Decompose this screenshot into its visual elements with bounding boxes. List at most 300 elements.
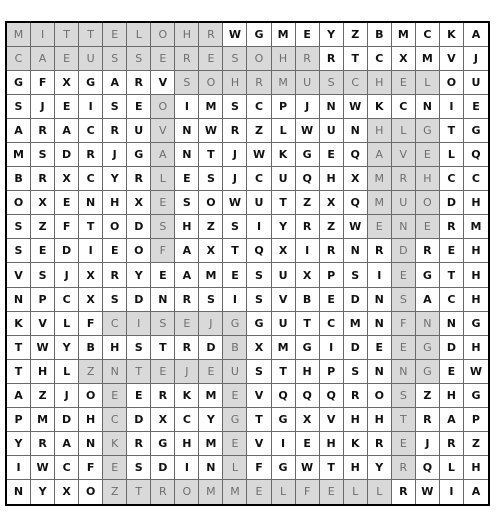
grid-cell[interactable]: T xyxy=(296,312,320,336)
grid-cell[interactable]: X xyxy=(296,263,320,287)
grid-cell[interactable]: S xyxy=(320,71,344,95)
grid-cell[interactable]: F xyxy=(151,239,175,263)
grid-cell[interactable]: M xyxy=(223,480,247,504)
grid-cell[interactable]: S xyxy=(31,143,55,167)
grid-cell[interactable]: Y xyxy=(199,408,223,432)
grid-cell[interactable]: E xyxy=(368,215,392,239)
grid-cell[interactable]: W xyxy=(416,480,440,504)
grid-cell[interactable]: O xyxy=(151,95,175,119)
grid-cell[interactable]: S xyxy=(175,71,199,95)
grid-cell[interactable]: E xyxy=(103,23,127,47)
grid-cell[interactable]: M xyxy=(392,23,416,47)
grid-cell[interactable]: H xyxy=(416,167,440,191)
grid-cell[interactable]: G xyxy=(296,143,320,167)
grid-cell[interactable]: M xyxy=(7,143,31,167)
grid-cell[interactable]: N xyxy=(320,95,344,119)
grid-cell[interactable]: T xyxy=(272,360,296,384)
grid-cell[interactable]: Z xyxy=(320,215,344,239)
grid-cell[interactable]: M xyxy=(464,215,488,239)
grid-cell[interactable]: O xyxy=(175,480,199,504)
grid-cell[interactable]: K xyxy=(440,23,464,47)
grid-cell[interactable]: R xyxy=(199,23,223,47)
grid-cell[interactable]: Q xyxy=(416,456,440,480)
grid-cell[interactable]: D xyxy=(127,215,151,239)
grid-cell[interactable]: A xyxy=(175,263,199,287)
grid-cell[interactable]: H xyxy=(464,191,488,215)
grid-cell[interactable]: A xyxy=(471,485,481,499)
grid-cell[interactable]: C xyxy=(440,288,464,312)
grid-cell[interactable]: H xyxy=(464,239,488,263)
grid-cell[interactable]: P xyxy=(320,263,344,287)
grid-cell[interactable]: T xyxy=(7,336,31,360)
grid-cell[interactable]: G xyxy=(416,336,440,360)
grid-cell[interactable]: R xyxy=(440,215,464,239)
grid-cell[interactable]: R xyxy=(416,239,440,263)
grid-cell[interactable]: N xyxy=(79,432,103,456)
grid-cell[interactable]: G xyxy=(464,384,488,408)
grid-cell[interactable]: R xyxy=(127,71,151,95)
grid-cell[interactable]: Q xyxy=(247,239,271,263)
grid-cell[interactable]: B xyxy=(79,336,103,360)
grid-cell[interactable]: A xyxy=(440,408,464,432)
grid-cell[interactable]: U xyxy=(272,312,296,336)
grid-cell[interactable]: R xyxy=(296,215,320,239)
grid-cell[interactable]: W xyxy=(223,191,247,215)
grid-cell[interactable]: U xyxy=(272,167,296,191)
grid-cell[interactable]: H xyxy=(464,456,488,480)
grid-cell[interactable]: T xyxy=(440,263,464,287)
grid-cell[interactable]: A xyxy=(175,239,199,263)
grid-cell[interactable]: U xyxy=(392,191,416,215)
grid-cell[interactable]: V xyxy=(151,71,175,95)
grid-cell[interactable]: H xyxy=(368,71,392,95)
grid-cell[interactable]: Z xyxy=(79,360,103,384)
grid-cell[interactable]: C xyxy=(440,167,464,191)
grid-cell[interactable]: S xyxy=(7,215,31,239)
grid-cell[interactable]: R xyxy=(416,408,440,432)
grid-cell[interactable]: R xyxy=(127,432,151,456)
grid-cell[interactable]: P xyxy=(320,360,344,384)
grid-cell[interactable]: L xyxy=(55,360,79,384)
grid-cell[interactable]: D xyxy=(127,288,151,312)
grid-cell[interactable]: M xyxy=(7,23,31,47)
grid-cell[interactable]: C xyxy=(79,119,103,143)
grid-cell[interactable]: T xyxy=(79,23,103,47)
grid-cell[interactable]: Q xyxy=(344,143,368,167)
grid-cell[interactable]: Q xyxy=(464,143,488,167)
grid-cell[interactable]: X xyxy=(55,167,79,191)
grid-cell[interactable]: R xyxy=(344,384,368,408)
grid-cell[interactable]: X xyxy=(151,408,175,432)
grid-cell[interactable]: U xyxy=(223,360,247,384)
grid-cell[interactable]: C xyxy=(79,167,103,191)
grid-cell[interactable]: R xyxy=(296,47,320,71)
grid-cell[interactable]: J xyxy=(223,143,247,167)
grid-cell[interactable]: V xyxy=(247,432,271,456)
grid-cell[interactable]: H xyxy=(175,432,199,456)
grid-cell[interactable]: N xyxy=(368,360,392,384)
grid-cell[interactable]: Q xyxy=(296,384,320,408)
grid-cell[interactable]: O xyxy=(151,23,175,47)
grid-cell[interactable]: J xyxy=(175,360,199,384)
grid-cell[interactable]: R xyxy=(320,47,344,71)
grid-cell[interactable]: L xyxy=(440,143,464,167)
grid-cell[interactable]: A xyxy=(55,432,79,456)
grid-cell[interactable]: G xyxy=(151,432,175,456)
grid-cell[interactable]: S xyxy=(199,288,223,312)
grid-cell[interactable]: C xyxy=(7,47,31,71)
grid-cell[interactable]: M xyxy=(416,47,440,71)
grid-cell[interactable]: T xyxy=(344,47,368,71)
grid-cell[interactable]: D xyxy=(127,408,151,432)
grid-cell[interactable]: V xyxy=(151,119,175,143)
grid-cell[interactable]: E xyxy=(223,432,247,456)
grid-cell[interactable]: Z xyxy=(296,191,320,215)
grid-cell[interactable]: A xyxy=(103,71,127,95)
grid-cell[interactable]: X xyxy=(296,408,320,432)
grid-cell[interactable]: O xyxy=(199,71,223,95)
grid-cell[interactable]: W xyxy=(223,23,247,47)
grid-cell[interactable]: X xyxy=(31,191,55,215)
grid-cell[interactable]: I xyxy=(7,456,31,480)
grid-cell[interactable]: B xyxy=(7,167,31,191)
grid-cell[interactable]: E xyxy=(392,432,416,456)
grid-cell[interactable]: F xyxy=(79,312,103,336)
grid-cell[interactable]: S xyxy=(31,263,55,287)
grid-cell[interactable]: R xyxy=(127,167,151,191)
grid-cell[interactable]: C xyxy=(416,23,440,47)
grid-cell[interactable]: J xyxy=(31,95,55,119)
grid-cell[interactable]: A xyxy=(7,119,31,143)
grid-cell[interactable]: X xyxy=(344,167,368,191)
grid-cell[interactable]: K xyxy=(7,312,31,336)
grid-cell[interactable]: S xyxy=(103,95,127,119)
grid-cell[interactable]: C xyxy=(247,95,271,119)
grid-cell[interactable]: R xyxy=(31,167,55,191)
grid-cell[interactable]: N xyxy=(103,360,127,384)
grid-cell[interactable]: J xyxy=(296,95,320,119)
grid-cell[interactable]: M xyxy=(368,167,392,191)
grid-cell[interactable]: S xyxy=(247,360,271,384)
grid-cell[interactable]: G xyxy=(416,119,440,143)
grid-cell[interactable]: M xyxy=(199,432,223,456)
grid-cell[interactable]: F xyxy=(55,215,79,239)
grid-cell[interactable]: U xyxy=(247,191,271,215)
grid-cell[interactable]: G xyxy=(416,360,440,384)
grid-cell[interactable]: U xyxy=(272,263,296,287)
grid-cell[interactable]: W xyxy=(247,143,271,167)
grid-cell[interactable]: E xyxy=(103,384,127,408)
grid-cell[interactable]: L xyxy=(272,119,296,143)
grid-cell[interactable]: Y xyxy=(127,263,151,287)
grid-cell[interactable]: F xyxy=(247,456,271,480)
grid-cell[interactable]: L xyxy=(368,480,392,504)
grid-cell[interactable]: I xyxy=(31,23,55,47)
grid-cell[interactable]: H xyxy=(320,167,344,191)
grid-cell[interactable]: L xyxy=(416,71,440,95)
grid-cell[interactable]: E xyxy=(151,47,175,71)
grid-cell[interactable]: E xyxy=(55,95,79,119)
grid-cell[interactable]: S xyxy=(247,288,271,312)
grid-cell[interactable]: A xyxy=(416,288,440,312)
grid-cell[interactable]: G xyxy=(223,408,247,432)
grid-cell[interactable]: E xyxy=(151,263,175,287)
grid-cell[interactable]: P xyxy=(31,288,55,312)
grid-cell[interactable]: Z xyxy=(31,215,55,239)
grid-cell[interactable]: A xyxy=(368,143,392,167)
grid-cell[interactable]: Z xyxy=(31,384,55,408)
grid-cell[interactable]: F xyxy=(79,456,103,480)
grid-cell[interactable]: J xyxy=(103,143,127,167)
grid-cell[interactable]: E xyxy=(440,239,464,263)
grid-cell[interactable]: S xyxy=(247,263,271,287)
grid-cell[interactable]: V xyxy=(247,384,271,408)
grid-cell[interactable]: E xyxy=(416,215,440,239)
grid-cell[interactable]: E xyxy=(103,456,127,480)
grid-cell[interactable]: N xyxy=(368,312,392,336)
grid-cell[interactable]: X xyxy=(79,288,103,312)
grid-cell[interactable]: R xyxy=(151,384,175,408)
grid-cell[interactable]: D xyxy=(55,239,79,263)
grid-cell[interactable]: G xyxy=(464,119,488,143)
grid-cell[interactable]: O xyxy=(79,480,103,504)
grid-cell[interactable]: E xyxy=(320,480,344,504)
grid-cell[interactable]: R xyxy=(175,336,199,360)
grid-cell[interactable]: O xyxy=(7,191,31,215)
grid-cell[interactable]: S xyxy=(103,288,127,312)
grid-cell[interactable]: T xyxy=(440,119,464,143)
grid-cell[interactable]: T xyxy=(223,239,247,263)
grid-cell[interactable]: C xyxy=(464,167,488,191)
grid-cell[interactable]: Q xyxy=(344,191,368,215)
grid-cell[interactable]: L xyxy=(55,312,79,336)
grid-cell[interactable]: C xyxy=(392,95,416,119)
grid-cell[interactable]: D xyxy=(151,456,175,480)
grid-cell[interactable]: Y xyxy=(55,336,79,360)
grid-cell[interactable]: M xyxy=(199,384,223,408)
grid-cell[interactable]: I xyxy=(175,95,199,119)
grid-cell[interactable]: Y xyxy=(31,480,55,504)
grid-cell[interactable]: W xyxy=(296,119,320,143)
grid-cell[interactable]: L xyxy=(392,119,416,143)
grid-cell[interactable]: E xyxy=(296,432,320,456)
grid-cell[interactable]: R xyxy=(247,71,271,95)
grid-cell[interactable]: M xyxy=(31,408,55,432)
grid-cell[interactable]: E xyxy=(368,336,392,360)
grid-cell[interactable]: V xyxy=(7,263,31,287)
grid-cell[interactable]: J xyxy=(416,432,440,456)
grid-cell[interactable]: T xyxy=(127,480,151,504)
grid-cell[interactable]: X xyxy=(55,480,79,504)
grid-cell[interactable]: N xyxy=(416,312,440,336)
grid-cell[interactable]: H xyxy=(344,456,368,480)
grid-cell[interactable]: Y xyxy=(368,456,392,480)
grid-cell[interactable]: G xyxy=(272,456,296,480)
grid-cell[interactable]: E xyxy=(320,288,344,312)
grid-cell[interactable]: V xyxy=(392,143,416,167)
grid-cell[interactable]: P xyxy=(7,408,31,432)
grid-cell[interactable]: O xyxy=(368,384,392,408)
grid-cell[interactable]: X xyxy=(55,71,79,95)
grid-cell[interactable]: R xyxy=(392,480,416,504)
grid-cell[interactable]: S xyxy=(392,288,416,312)
grid-cell[interactable]: J xyxy=(223,167,247,191)
grid-cell[interactable]: L xyxy=(127,23,151,47)
grid-cell[interactable]: X xyxy=(199,239,223,263)
grid-cell[interactable]: M xyxy=(272,336,296,360)
grid-cell[interactable]: E xyxy=(151,360,175,384)
grid-cell[interactable]: W xyxy=(199,119,223,143)
grid-cell[interactable]: C xyxy=(368,47,392,71)
grid-cell[interactable]: A xyxy=(151,143,175,167)
grid-cell[interactable]: T xyxy=(320,456,344,480)
grid-cell[interactable]: E xyxy=(103,239,127,263)
grid-cell[interactable]: I xyxy=(79,239,103,263)
grid-cell[interactable]: X xyxy=(320,191,344,215)
grid-cell[interactable]: K xyxy=(272,143,296,167)
grid-cell[interactable]: T xyxy=(151,336,175,360)
grid-cell[interactable]: S xyxy=(199,167,223,191)
grid-cell[interactable]: E xyxy=(392,71,416,95)
grid-cell[interactable]: E xyxy=(175,167,199,191)
grid-cell[interactable]: R xyxy=(223,119,247,143)
grid-cell[interactable]: W xyxy=(464,360,488,384)
grid-cell[interactable]: S xyxy=(103,47,127,71)
grid-cell[interactable]: Q xyxy=(296,167,320,191)
grid-cell[interactable]: Z xyxy=(199,215,223,239)
grid-cell[interactable]: O xyxy=(127,239,151,263)
grid-cell[interactable]: G xyxy=(247,312,271,336)
grid-cell[interactable]: Q xyxy=(320,384,344,408)
grid-cell[interactable]: H xyxy=(103,191,127,215)
grid-cell[interactable]: R xyxy=(31,432,55,456)
grid-cell[interactable]: S xyxy=(223,95,247,119)
grid-cell[interactable]: G xyxy=(79,71,103,95)
grid-cell[interactable]: I xyxy=(127,312,151,336)
grid-cell[interactable]: A xyxy=(464,23,488,47)
grid-cell[interactable]: H xyxy=(368,119,392,143)
grid-cell[interactable]: H xyxy=(79,408,103,432)
grid-cell[interactable]: N xyxy=(151,288,175,312)
grid-cell[interactable]: B xyxy=(296,288,320,312)
grid-cell[interactable]: H xyxy=(368,408,392,432)
grid-cell[interactable]: K xyxy=(368,95,392,119)
grid-cell[interactable]: S xyxy=(7,239,31,263)
grid-cell[interactable]: H xyxy=(175,215,199,239)
grid-cell[interactable]: Z xyxy=(103,480,127,504)
grid-cell[interactable]: O xyxy=(440,71,464,95)
grid-cell[interactable]: L xyxy=(344,480,368,504)
grid-cell[interactable]: H xyxy=(464,288,488,312)
grid-cell[interactable]: T xyxy=(272,191,296,215)
grid-cell[interactable]: M xyxy=(199,480,223,504)
grid-cell[interactable]: I xyxy=(272,432,296,456)
grid-cell[interactable]: X xyxy=(79,263,103,287)
grid-cell[interactable]: M xyxy=(272,71,296,95)
grid-cell[interactable]: I xyxy=(175,456,199,480)
grid-cell[interactable]: V xyxy=(31,312,55,336)
grid-cell[interactable]: Z xyxy=(416,384,440,408)
grid-cell[interactable]: C xyxy=(175,408,199,432)
grid-cell[interactable]: E xyxy=(320,143,344,167)
grid-cell[interactable]: T xyxy=(79,215,103,239)
grid-cell[interactable]: P xyxy=(464,408,488,432)
grid-cell[interactable]: E xyxy=(199,360,223,384)
grid-cell[interactable]: H xyxy=(223,71,247,95)
grid-cell[interactable]: E xyxy=(223,263,247,287)
grid-cell[interactable]: S xyxy=(7,95,31,119)
grid-cell[interactable]: N xyxy=(416,95,440,119)
grid-cell[interactable]: E xyxy=(55,47,79,71)
grid-cell[interactable]: X xyxy=(247,336,271,360)
grid-cell[interactable]: N xyxy=(368,288,392,312)
grid-cell[interactable]: M xyxy=(199,263,223,287)
grid-cell[interactable]: H xyxy=(31,360,55,384)
grid-cell[interactable]: L xyxy=(272,480,296,504)
grid-cell[interactable]: N xyxy=(175,143,199,167)
grid-cell[interactable]: V xyxy=(272,288,296,312)
grid-cell[interactable]: X xyxy=(272,239,296,263)
grid-cell[interactable]: L xyxy=(223,456,247,480)
grid-cell[interactable]: K xyxy=(103,432,127,456)
grid-cell[interactable]: C xyxy=(55,456,79,480)
grid-cell[interactable]: G xyxy=(272,408,296,432)
grid-cell[interactable]: W xyxy=(344,215,368,239)
grid-cell[interactable]: J xyxy=(464,47,488,71)
grid-cell[interactable]: W xyxy=(31,336,55,360)
grid-cell[interactable]: Y xyxy=(103,167,127,191)
grid-cell[interactable]: K xyxy=(344,432,368,456)
grid-cell[interactable]: N xyxy=(440,312,464,336)
grid-cell[interactable]: O xyxy=(199,191,223,215)
grid-cell[interactable]: R xyxy=(79,143,103,167)
grid-cell[interactable]: M xyxy=(344,312,368,336)
grid-cell[interactable]: T xyxy=(392,408,416,432)
grid-cell[interactable]: A xyxy=(7,384,31,408)
grid-cell[interactable]: J xyxy=(199,312,223,336)
grid-cell[interactable]: E xyxy=(464,95,488,119)
grid-cell[interactable]: T xyxy=(247,408,271,432)
grid-cell[interactable]: G xyxy=(223,312,247,336)
grid-cell[interactable]: X xyxy=(127,191,151,215)
grid-cell[interactable]: H xyxy=(464,263,488,287)
grid-cell[interactable]: H xyxy=(175,23,199,47)
grid-cell[interactable]: S xyxy=(344,360,368,384)
grid-cell[interactable]: S xyxy=(151,215,175,239)
grid-cell[interactable]: H xyxy=(272,47,296,71)
grid-cell[interactable]: O xyxy=(79,384,103,408)
grid-cell[interactable]: B xyxy=(223,336,247,360)
grid-cell[interactable]: E xyxy=(55,191,79,215)
grid-cell[interactable]: C xyxy=(344,71,368,95)
grid-cell[interactable]: M xyxy=(368,191,392,215)
grid-cell[interactable]: D xyxy=(344,288,368,312)
grid-cell[interactable]: R xyxy=(392,167,416,191)
grid-cell[interactable]: C xyxy=(103,312,127,336)
grid-cell[interactable]: X xyxy=(392,47,416,71)
grid-cell[interactable]: O xyxy=(103,215,127,239)
grid-cell[interactable]: G xyxy=(464,312,488,336)
grid-cell[interactable]: Y xyxy=(7,432,31,456)
grid-cell[interactable]: I xyxy=(296,239,320,263)
grid-cell[interactable]: U xyxy=(127,119,151,143)
grid-cell[interactable]: I xyxy=(247,215,271,239)
grid-cell[interactable]: H xyxy=(464,336,488,360)
grid-cell[interactable]: D xyxy=(440,191,464,215)
grid-cell[interactable]: N xyxy=(199,456,223,480)
grid-cell[interactable]: H xyxy=(344,408,368,432)
grid-cell[interactable]: U xyxy=(464,71,488,95)
